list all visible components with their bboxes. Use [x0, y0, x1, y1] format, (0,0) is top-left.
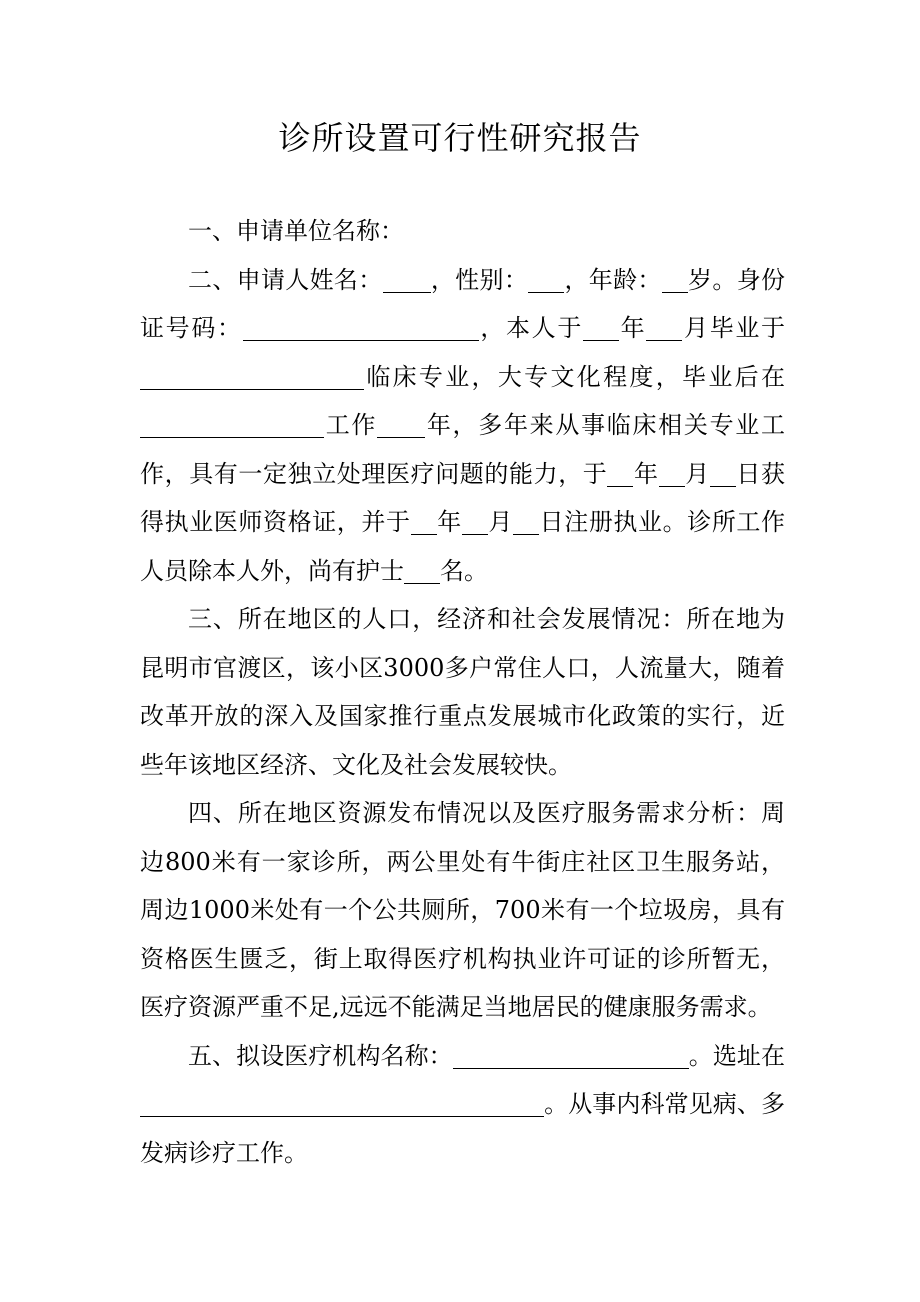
graduation-label: ，本人于 — [478, 314, 584, 342]
major-text: 临床专业，大专文化程度，毕业后在 — [364, 362, 785, 391]
graduated-from-text: 月毕业于 — [682, 314, 786, 342]
school-blank[interactable] — [140, 362, 364, 389]
year-text: 年 — [633, 459, 659, 488]
register-month-blank[interactable] — [462, 508, 488, 535]
graduation-month-blank[interactable] — [646, 314, 682, 341]
id-number-label: 岁。身份证号码： — [140, 265, 786, 342]
institution-name-label: 五、拟设医疗机构名称： — [188, 1041, 453, 1070]
year-text: 年 — [619, 314, 647, 342]
cert-month-blank[interactable] — [659, 459, 685, 486]
applicant-unit-label: 一、申请单位名称： — [188, 217, 404, 245]
month-text: 月 — [487, 508, 514, 536]
workplace-blank[interactable] — [140, 411, 324, 438]
cert-day-blank[interactable] — [710, 459, 736, 486]
register-year-blank[interactable] — [411, 508, 437, 535]
graduation-year-blank[interactable] — [583, 314, 619, 341]
work-years-blank[interactable] — [377, 411, 425, 438]
id-number-blank[interactable] — [243, 314, 479, 341]
nurse-count-blank[interactable] — [404, 556, 440, 583]
location-label: 。选址在 — [688, 1041, 786, 1070]
age-label: ，年龄： — [564, 265, 662, 294]
paragraph-institution — [140, 1032, 785, 1178]
institution-name-blank[interactable] — [453, 1041, 689, 1068]
document-title: 诊所设置可行性研究报告 — [278, 119, 642, 157]
paragraph-population: 三、所在地区的人口，经济和社会发展情况：所在地为昆明市官渡区，该小区3000多户常住人口，人流量大，随着改革开放的深入及国家推行重点发展城市化政策的实行，近些年该地区经济、文化及社会发展较快。 — [140, 605, 785, 779]
location-blank[interactable] — [140, 1090, 544, 1117]
name-blank[interactable] — [383, 265, 431, 292]
nurse-unit-text: 名。 — [440, 556, 488, 585]
staff-text: 日注册执业。诊所工作人员除本人外，尚有护士 — [140, 508, 786, 585]
document-body — [140, 207, 785, 1177]
age-blank[interactable] — [662, 265, 688, 292]
work-text: 工作 — [324, 411, 378, 439]
paragraph-resources: 四、所在地区资源发布情况以及医疗服务需求分析：周边800米有一家诊所，两公里处有牛街庄社区卫生服务站，周边1000米处有一个公共厕所，700米有一个垃圾房，具有资格医生匮乏，街上取得医疗机构执业许可证的诊所暂无，医疗资源严重不足,远远不能满足当地居民的健康服务需求。 — [140, 799, 785, 1021]
name-label: 二、申请人姓名： — [188, 265, 383, 294]
paragraph-applicant-unit — [140, 207, 785, 256]
month-text: 月 — [684, 459, 710, 488]
experience-text: 年，多年来从事临床相关专业工作，具有一定独立处理医疗问题的能力，于 — [140, 411, 786, 488]
cert-year-blank[interactable] — [607, 459, 633, 486]
gender-label: ，性别： — [430, 265, 529, 294]
certificate-text: 日获得执业医师资格证，并于 — [140, 459, 786, 536]
gender-blank[interactable] — [528, 265, 564, 292]
year-text: 年 — [436, 508, 462, 536]
paragraph-applicant-info — [140, 256, 785, 596]
scope-text: 。从事内科常见病、多发病诊疗工作。 — [140, 1090, 785, 1167]
register-day-blank[interactable] — [513, 508, 539, 535]
